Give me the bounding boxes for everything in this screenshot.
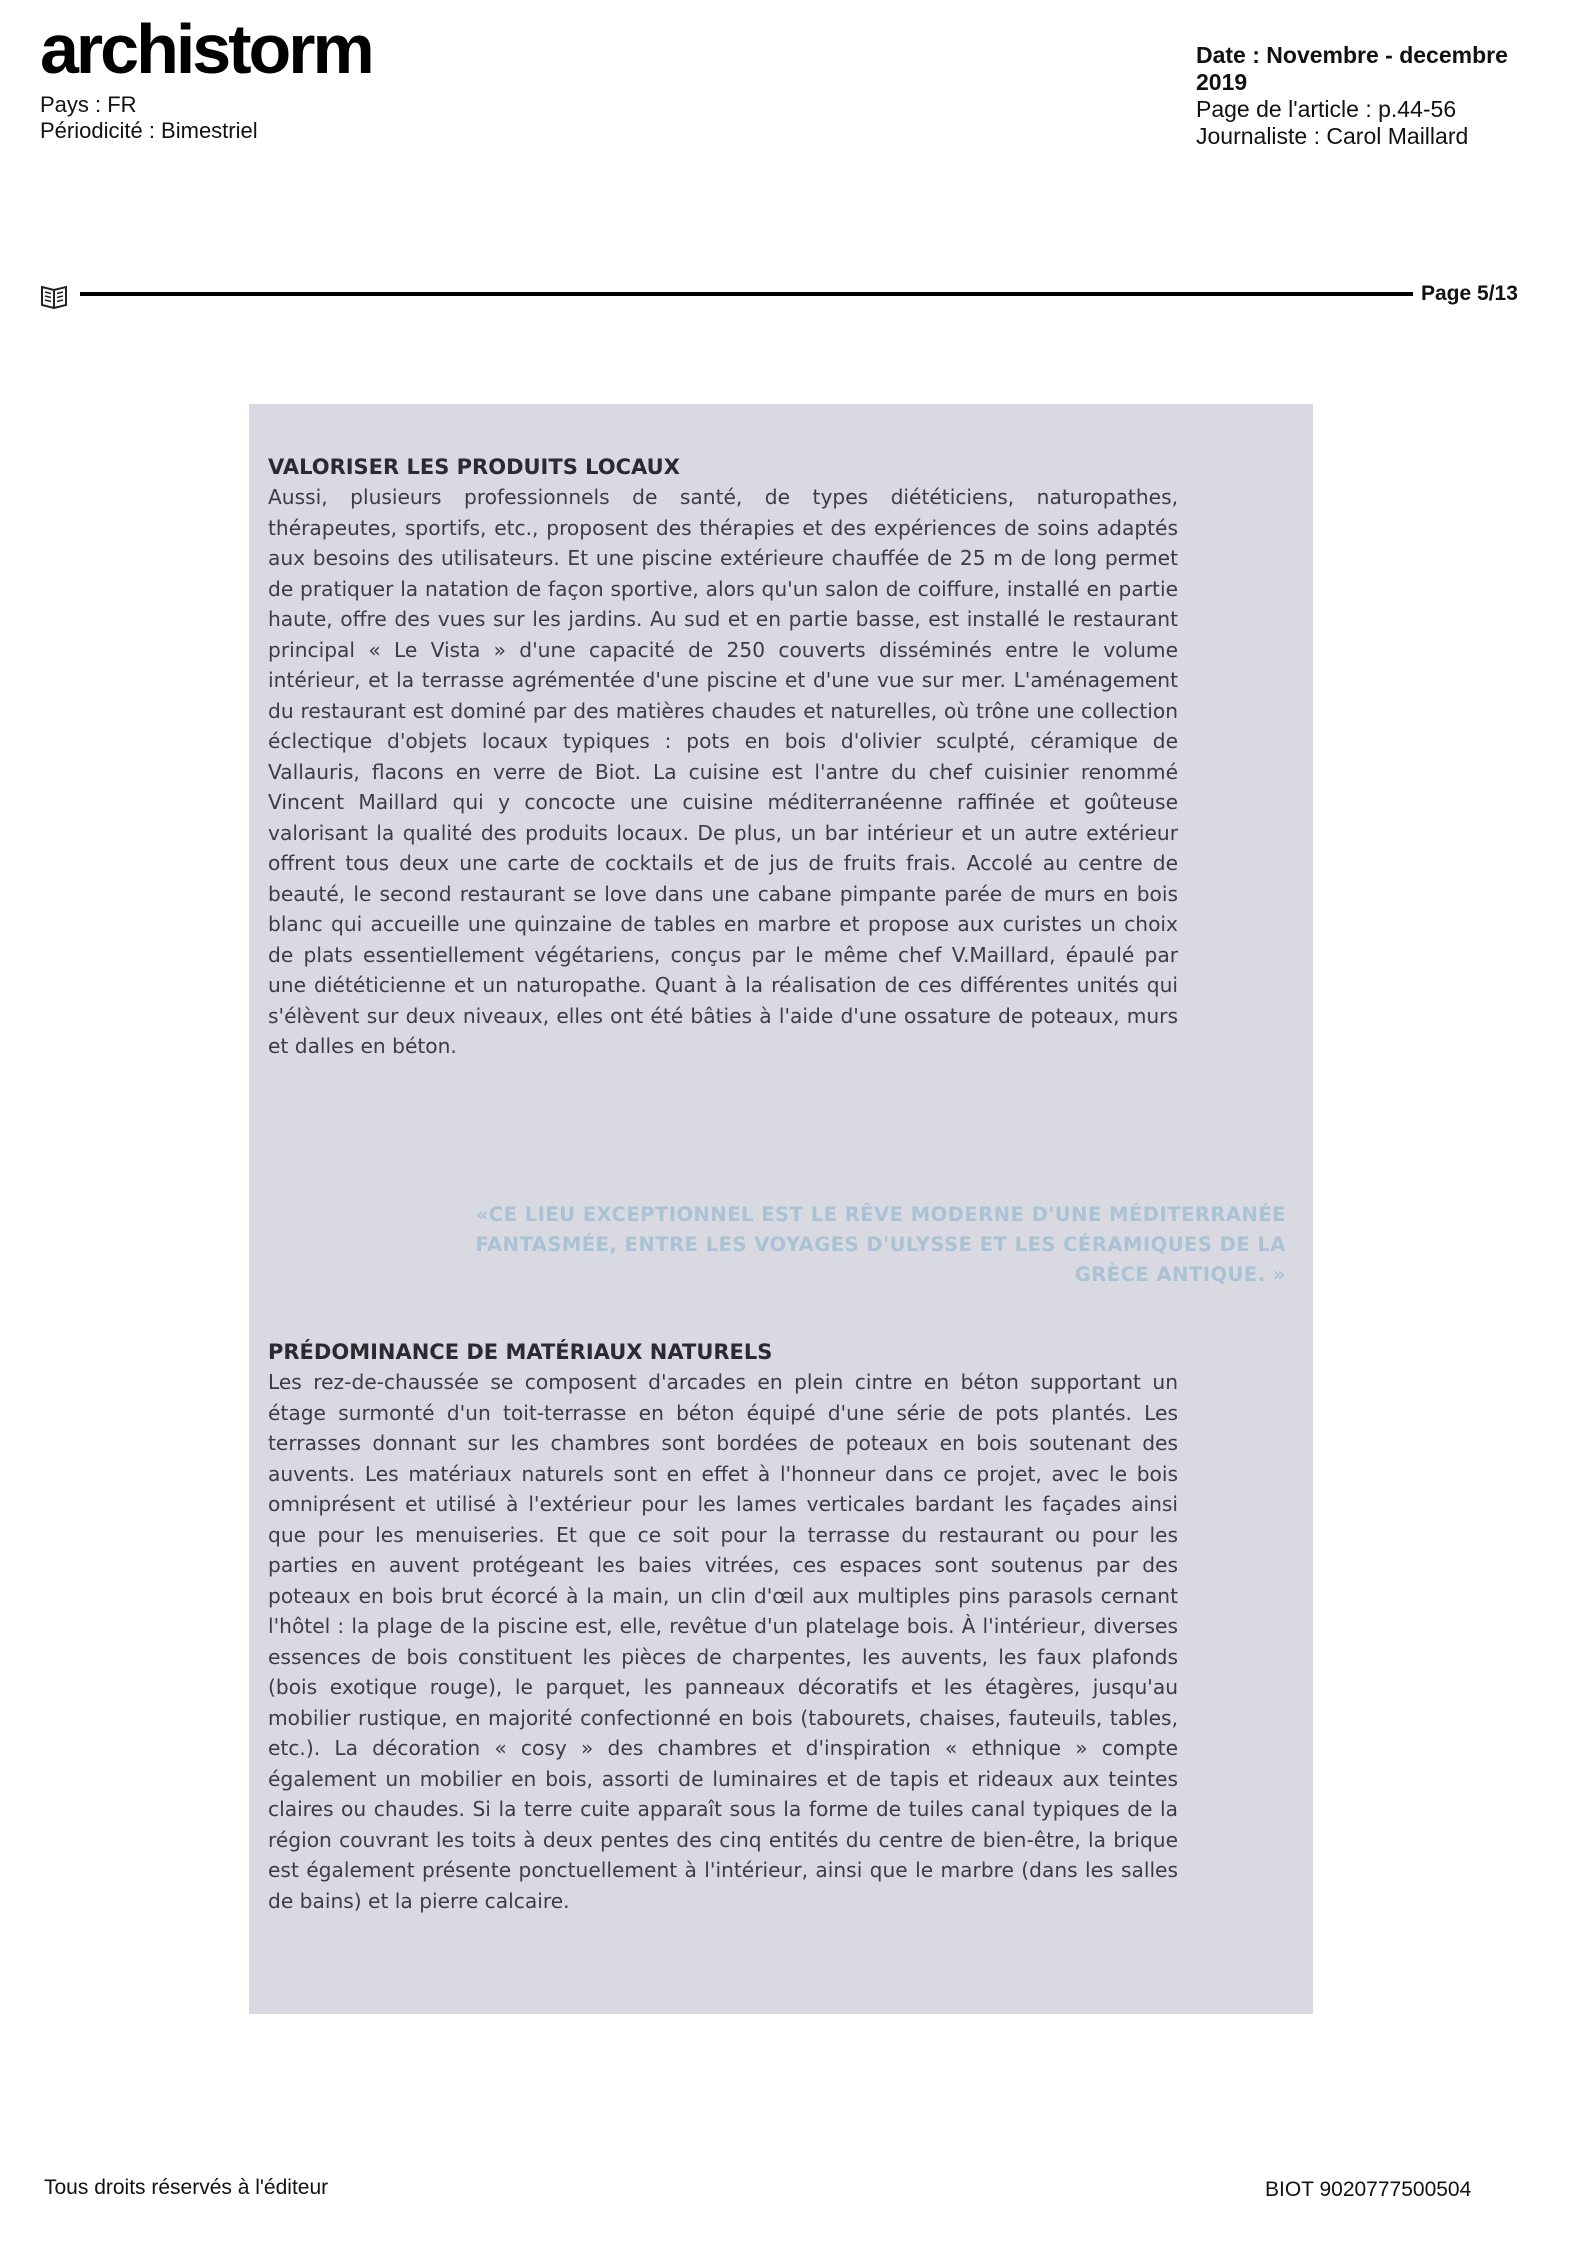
section-body: Aussi, plusieurs professionnels de santé, de types diététiciens, naturopathes, thérapeutes, sportifs, etc., proposent des thérapies et des expériences de soins adaptés aux besoins des utilisateurs. Et une piscine extérieure chauffée de 25 m de long permet de pratiquer la natation de façon sportive, alors qu'un salon de coiffure, installé en partie haute, offre des vues sur les jardins. Au sud et en partie basse, est installé le restaurant principal « Le Vista » d'une capacité de 250 couverts disséminés entre le volume intérieur, et la terrasse agrémentée d'une piscine et d'une vue sur mer. L'aménagement du restaurant est dominé par des matières chaudes et naturelles, où trône une collection éclectique d'objets locaux typiques : pots en bois d'olivier sculpté, céramique de Vallauris, flacons en verre de Biot. La cuisine est l'antre du chef cuisinier renommé Vincent Maillard qui y concocte une cuisine méditerranéenne raffinée et goûteuse valorisant la qualité des produits locaux. De plus, un bar intérieur et un autre extérieur offrent tous deux une carte de cocktails et de jus de fruits frais. Accolé au centre de beauté, le second restaurant se love dans une cabane pimpante parée de murs en bois blanc qui accueille une quinzaine de tables en marbre et propose aux curistes un choix de plats essentiellement végétariens, conçus par le même chef V.Maillard, épaulé par une diététicienne et un naturopathe. Quant à la réalisation de ces différentes unités qui s'élèvent sur deux niveaux, elles ont été bâties à l'aide d'une ossature de poteaux, murs et dalles en béton. (268, 485, 1178, 1058)
section-heading: VALORISER LES PRODUITS LOCAUX (268, 455, 680, 479)
pull-quote: «CE LIEU EXCEPTIONNEL EST LE RÊVE MODERNE D'UNE MÉDITERRANÉE FANTASMÉE, ENTRE LES VOYAGES D'ULYSSE ET LES CÉRAMIQUES DE LA GRÈCE ANTIQUE. » (475, 1203, 1286, 1286)
section-heading: PRÉDOMINANCE DE MATÉRIAUX NATURELS (268, 1340, 773, 1364)
date-label: Date : Novembre - decembre 2019 (1196, 42, 1508, 95)
section-valoriser (268, 452, 1178, 1062)
footer-rights: Tous droits réservés à l'éditeur (44, 2176, 329, 2199)
journalist-label: Journaliste : Carol Maillard (1196, 123, 1469, 149)
periodicity-label: Périodicité : Bimestriel (40, 118, 258, 143)
article-meta (1196, 42, 1526, 150)
footer-reference: BIOT 9020777500504 (1265, 2178, 1472, 2201)
country-label: Pays : FR (40, 92, 137, 117)
section-materiaux (268, 1337, 1178, 1916)
article-pages-label: Page de l'article : p.44-56 (1196, 96, 1457, 122)
book-icon (40, 281, 68, 309)
section-body: Les rez-de-chaussée se composent d'arcades en plein cintre en béton supportant un étage surmonté d'un toit-terrasse en béton équipé d'une série de pots plantés. Les terrasses donnant sur les chambres sont bordées de poteaux en bois soutenant des auvents. Les matériaux naturels sont en effet à l'honneur dans ce projet, avec le bois omniprésent et utilisé à l'extérieur pour les lames verticales bardant les façades ainsi que pour les menuiseries. Et que ce soit pour la terrasse du restaurant ou pour les parties en auvent protégeant les baies vitrées, ces espaces sont soutenus par des poteaux en bois brut écorcé à la main, un clin d'œil aux multiples pins parasols cernant l'hôtel : la plage de la piscine est, elle, revêtue d'un platelage bois. À l'intérieur, diverses essences de bois constituent les pièces de charpentes, les auvents, les faux plafonds (bois exotique rouge), le parquet, les panneaux décoratifs et les étagères, jusqu'au mobilier rustique, en majorité confectionné en bois (tabourets, chaises, fauteuils, tables, etc.). La décoration « cosy » des chambres et d'inspiration « ethnique » compte également un mobilier en bois, assorti de luminaires et de tapis et rideaux aux teintes claires ou chaudes. Si la terre cuite apparaît sous la forme de tuiles canal typiques de la région couvrant les toits à deux pentes des cinq entités du centre de bien-être, la brique est également présente ponctuellement à l'intérieur, ainsi que le marbre (dans les salles de bains) et la pierre calcaire. (268, 1370, 1178, 1913)
header-divider (80, 292, 1413, 296)
page-number: Page 5/13 (1421, 282, 1518, 305)
publication-logo: archistorm (40, 10, 372, 88)
publication-meta (40, 92, 258, 144)
